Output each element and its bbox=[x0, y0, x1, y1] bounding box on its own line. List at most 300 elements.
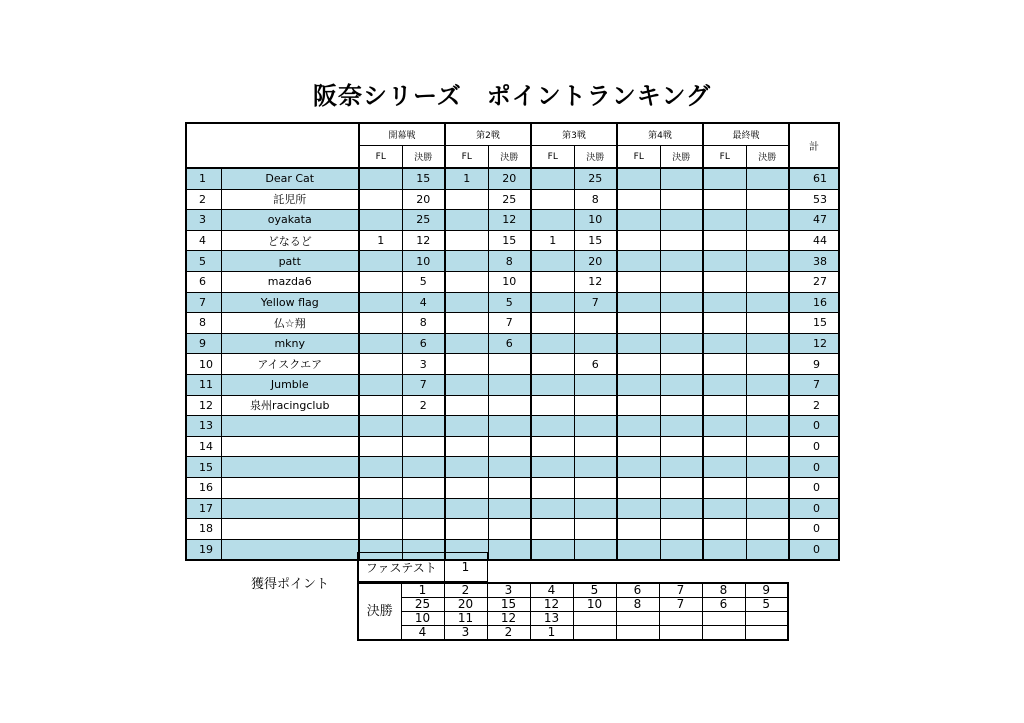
points-cell: 25 bbox=[401, 598, 444, 612]
rank-cell: 7 bbox=[186, 292, 221, 313]
fl-cell bbox=[445, 333, 488, 354]
points-row bbox=[358, 612, 788, 626]
fl-cell bbox=[531, 189, 574, 210]
points-cell bbox=[659, 612, 702, 626]
final-cell: 2 bbox=[402, 395, 445, 416]
final-cell bbox=[488, 519, 531, 540]
final-cell bbox=[746, 457, 789, 478]
fl-cell bbox=[445, 457, 488, 478]
fl-cell bbox=[703, 395, 746, 416]
final-cell bbox=[402, 477, 445, 498]
table-row bbox=[186, 271, 839, 292]
points-cell bbox=[702, 626, 745, 641]
name-cell bbox=[221, 477, 359, 498]
round-header-4: 第4戦 bbox=[617, 123, 703, 146]
fl-cell bbox=[703, 333, 746, 354]
table-row bbox=[186, 354, 839, 375]
fl-header: FL bbox=[359, 146, 402, 169]
total-cell: 61 bbox=[789, 168, 839, 189]
final-cell bbox=[660, 292, 703, 313]
fl-cell bbox=[531, 271, 574, 292]
final-cell: 15 bbox=[488, 230, 531, 251]
final-cell bbox=[746, 354, 789, 375]
final-cell: 12 bbox=[402, 230, 445, 251]
fl-cell bbox=[703, 457, 746, 478]
final-cell: 5 bbox=[402, 271, 445, 292]
total-cell: 7 bbox=[789, 374, 839, 395]
points-cell bbox=[616, 612, 659, 626]
table-row bbox=[186, 395, 839, 416]
final-header: 決勝 bbox=[746, 146, 789, 169]
table-row bbox=[186, 436, 839, 457]
final-cell bbox=[746, 251, 789, 272]
total-cell: 0 bbox=[789, 436, 839, 457]
fl-cell bbox=[617, 168, 660, 189]
points-cell: 5 bbox=[745, 598, 788, 612]
fl-cell bbox=[617, 354, 660, 375]
final-cell bbox=[574, 436, 617, 457]
points-cell: 3 bbox=[444, 626, 487, 641]
fl-cell bbox=[617, 519, 660, 540]
final-header: 決勝 bbox=[660, 146, 703, 169]
fl-cell bbox=[617, 292, 660, 313]
fl-cell bbox=[445, 251, 488, 272]
table-row bbox=[186, 210, 839, 231]
fl-cell bbox=[359, 313, 402, 334]
total-cell: 9 bbox=[789, 354, 839, 375]
final-cell bbox=[746, 333, 789, 354]
fl-cell bbox=[531, 251, 574, 272]
fl-cell bbox=[359, 251, 402, 272]
final-cell: 25 bbox=[488, 189, 531, 210]
name-cell bbox=[221, 498, 359, 519]
fl-cell bbox=[359, 519, 402, 540]
table-row bbox=[186, 292, 839, 313]
points-cell bbox=[616, 626, 659, 641]
total-cell: 15 bbox=[789, 313, 839, 334]
points-cell: 4 bbox=[530, 583, 573, 598]
name-cell bbox=[221, 416, 359, 437]
header-blank bbox=[186, 123, 359, 168]
final-cell bbox=[746, 477, 789, 498]
fl-cell bbox=[617, 498, 660, 519]
final-cell bbox=[746, 498, 789, 519]
name-cell: oyakata bbox=[221, 210, 359, 231]
final-cell bbox=[746, 519, 789, 540]
round-header-2: 第2戦 bbox=[445, 123, 531, 146]
total-cell: 0 bbox=[789, 498, 839, 519]
points-label: 獲得ポイント bbox=[251, 577, 330, 592]
total-cell: 0 bbox=[789, 457, 839, 478]
fl-cell bbox=[445, 395, 488, 416]
fl-cell bbox=[359, 292, 402, 313]
fl-cell bbox=[531, 519, 574, 540]
rank-cell: 4 bbox=[186, 230, 221, 251]
name-cell: Jumble bbox=[221, 374, 359, 395]
points-cell: 13 bbox=[530, 612, 573, 626]
name-cell bbox=[221, 457, 359, 478]
final-cell: 10 bbox=[488, 271, 531, 292]
fl-cell bbox=[703, 416, 746, 437]
table-row bbox=[186, 416, 839, 437]
final-cell: 8 bbox=[488, 251, 531, 272]
final-cell bbox=[574, 519, 617, 540]
final-cell bbox=[746, 271, 789, 292]
final-cell: 10 bbox=[574, 210, 617, 231]
final-cell bbox=[746, 313, 789, 334]
table-row bbox=[186, 457, 839, 478]
round-header-5: 最終戦 bbox=[703, 123, 789, 146]
final-cell: 20 bbox=[488, 168, 531, 189]
fl-cell bbox=[703, 251, 746, 272]
final-cell: 3 bbox=[402, 354, 445, 375]
fl-cell bbox=[359, 168, 402, 189]
final-cell bbox=[402, 416, 445, 437]
points-cell: 2 bbox=[444, 583, 487, 598]
final-cell bbox=[660, 374, 703, 395]
fl-cell bbox=[703, 498, 746, 519]
final-cell bbox=[574, 498, 617, 519]
final-cell: 5 bbox=[488, 292, 531, 313]
total-cell: 27 bbox=[789, 271, 839, 292]
name-cell: mazda6 bbox=[221, 271, 359, 292]
final-cell: 6 bbox=[488, 333, 531, 354]
fl-cell bbox=[445, 354, 488, 375]
fl-cell bbox=[703, 271, 746, 292]
rank-cell: 13 bbox=[186, 416, 221, 437]
points-cell: 1 bbox=[530, 626, 573, 641]
points-row bbox=[358, 598, 788, 612]
final-cell bbox=[488, 374, 531, 395]
round-header-1: 開幕戦 bbox=[359, 123, 445, 146]
fl-cell bbox=[359, 374, 402, 395]
table-row bbox=[186, 313, 839, 334]
fl-cell bbox=[359, 436, 402, 457]
fl-cell bbox=[703, 210, 746, 231]
name-cell bbox=[221, 519, 359, 540]
fl-cell bbox=[703, 168, 746, 189]
final-cell bbox=[574, 457, 617, 478]
final-cell: 8 bbox=[574, 189, 617, 210]
rank-cell: 18 bbox=[186, 519, 221, 540]
fl-cell bbox=[445, 210, 488, 231]
fl-cell bbox=[359, 333, 402, 354]
final-header: 決勝 bbox=[574, 146, 617, 169]
fl-cell bbox=[359, 416, 402, 437]
name-cell: どなるど bbox=[221, 230, 359, 251]
points-cell: 7 bbox=[659, 583, 702, 598]
final-cell bbox=[746, 395, 789, 416]
rank-cell: 5 bbox=[186, 251, 221, 272]
total-cell: 53 bbox=[789, 189, 839, 210]
rank-cell: 11 bbox=[186, 374, 221, 395]
table-row bbox=[186, 498, 839, 519]
points-cell bbox=[702, 612, 745, 626]
final-cell bbox=[488, 416, 531, 437]
fl-cell bbox=[703, 519, 746, 540]
fl-cell bbox=[703, 230, 746, 251]
final-cell bbox=[488, 498, 531, 519]
final-cell bbox=[746, 436, 789, 457]
table-row bbox=[186, 189, 839, 210]
fl-cell bbox=[359, 457, 402, 478]
final-cell bbox=[574, 539, 617, 560]
final-cell bbox=[660, 539, 703, 560]
fl-cell bbox=[531, 168, 574, 189]
fl-cell bbox=[703, 539, 746, 560]
fl-cell bbox=[617, 457, 660, 478]
fl-cell bbox=[445, 230, 488, 251]
fl-cell bbox=[445, 519, 488, 540]
fl-cell bbox=[617, 251, 660, 272]
name-cell: 泉州racingclub bbox=[221, 395, 359, 416]
final-cell bbox=[574, 395, 617, 416]
fl-cell bbox=[531, 498, 574, 519]
points-cell bbox=[573, 626, 616, 641]
final-cell: 7 bbox=[488, 313, 531, 334]
total-cell: 47 bbox=[789, 210, 839, 231]
rank-cell: 3 bbox=[186, 210, 221, 231]
final-cell bbox=[402, 436, 445, 457]
fl-cell bbox=[617, 416, 660, 437]
points-cell: 12 bbox=[487, 612, 530, 626]
final-cell bbox=[574, 416, 617, 437]
points-cell: 7 bbox=[659, 598, 702, 612]
fl-header: FL bbox=[703, 146, 746, 169]
fl-cell bbox=[359, 271, 402, 292]
rank-cell: 9 bbox=[186, 333, 221, 354]
final-cell: 7 bbox=[402, 374, 445, 395]
final-cell bbox=[660, 477, 703, 498]
table-row bbox=[186, 374, 839, 395]
total-cell: 0 bbox=[789, 519, 839, 540]
fl-cell bbox=[617, 189, 660, 210]
final-cell: 20 bbox=[402, 189, 445, 210]
final-cell bbox=[488, 354, 531, 375]
rank-cell: 10 bbox=[186, 354, 221, 375]
fl-cell bbox=[617, 210, 660, 231]
fl-cell bbox=[445, 477, 488, 498]
rank-cell: 6 bbox=[186, 271, 221, 292]
fl-cell bbox=[359, 210, 402, 231]
name-cell: 仏☆翔 bbox=[221, 313, 359, 334]
fl-cell bbox=[617, 313, 660, 334]
points-cell: 4 bbox=[401, 626, 444, 641]
final-cell bbox=[574, 333, 617, 354]
fl-cell bbox=[359, 498, 402, 519]
points-cell bbox=[745, 612, 788, 626]
final-cell bbox=[746, 374, 789, 395]
table-row bbox=[186, 519, 839, 540]
rank-cell: 16 bbox=[186, 477, 221, 498]
points-cell: 10 bbox=[401, 612, 444, 626]
fastest-value: 1 bbox=[444, 553, 487, 582]
final-cell bbox=[746, 292, 789, 313]
fl-cell bbox=[359, 395, 402, 416]
points-cell: 12 bbox=[530, 598, 573, 612]
final-cell bbox=[746, 416, 789, 437]
name-cell: 託児所 bbox=[221, 189, 359, 210]
total-cell: 12 bbox=[789, 333, 839, 354]
points-cell bbox=[659, 626, 702, 641]
rank-cell: 8 bbox=[186, 313, 221, 334]
final-cell bbox=[660, 251, 703, 272]
final-cell bbox=[402, 498, 445, 519]
fl-cell bbox=[359, 189, 402, 210]
total-cell: 0 bbox=[789, 477, 839, 498]
name-cell: mkny bbox=[221, 333, 359, 354]
fl-cell bbox=[617, 333, 660, 354]
final-cell bbox=[660, 313, 703, 334]
final-cell bbox=[660, 271, 703, 292]
final-cell bbox=[660, 333, 703, 354]
total-cell: 2 bbox=[789, 395, 839, 416]
points-cell: 6 bbox=[702, 598, 745, 612]
fl-cell bbox=[531, 436, 574, 457]
fastest-label: ファステスト bbox=[358, 553, 444, 582]
fl-cell bbox=[531, 395, 574, 416]
final-cell bbox=[660, 436, 703, 457]
final-cell bbox=[660, 395, 703, 416]
total-cell: 0 bbox=[789, 539, 839, 560]
fl-cell bbox=[617, 477, 660, 498]
final-cell: 12 bbox=[488, 210, 531, 231]
points-cell: 6 bbox=[616, 583, 659, 598]
final-header: 決勝 bbox=[488, 146, 531, 169]
final-cell: 6 bbox=[402, 333, 445, 354]
table-row bbox=[186, 539, 839, 560]
table-row bbox=[186, 333, 839, 354]
points-row bbox=[358, 583, 788, 598]
fl-cell bbox=[703, 292, 746, 313]
fl-cell bbox=[531, 477, 574, 498]
points-cell: 20 bbox=[444, 598, 487, 612]
fastest-table bbox=[357, 552, 488, 582]
fl-cell bbox=[359, 477, 402, 498]
fl-cell bbox=[531, 457, 574, 478]
final-cell bbox=[660, 210, 703, 231]
final-cell bbox=[746, 539, 789, 560]
round-header-3: 第3戦 bbox=[531, 123, 617, 146]
name-cell: patt bbox=[221, 251, 359, 272]
fl-cell bbox=[531, 292, 574, 313]
fl-cell bbox=[531, 313, 574, 334]
points-cell: 5 bbox=[573, 583, 616, 598]
fl-cell bbox=[703, 436, 746, 457]
fl-cell bbox=[617, 395, 660, 416]
ranking-table bbox=[185, 122, 840, 561]
fl-cell bbox=[445, 313, 488, 334]
points-cell: 9 bbox=[745, 583, 788, 598]
total-cell: 38 bbox=[789, 251, 839, 272]
final-cell: 6 bbox=[574, 354, 617, 375]
fl-cell bbox=[617, 539, 660, 560]
name-cell bbox=[221, 539, 359, 560]
fl-cell bbox=[703, 374, 746, 395]
fl-cell bbox=[703, 354, 746, 375]
fl-cell bbox=[445, 436, 488, 457]
total-cell: 44 bbox=[789, 230, 839, 251]
fl-cell bbox=[531, 354, 574, 375]
fl-cell bbox=[531, 333, 574, 354]
points-cell bbox=[573, 612, 616, 626]
total-cell: 0 bbox=[789, 416, 839, 437]
fl-cell bbox=[445, 374, 488, 395]
fl-cell bbox=[703, 313, 746, 334]
final-cell bbox=[574, 313, 617, 334]
final-cell bbox=[660, 230, 703, 251]
final-cell bbox=[402, 519, 445, 540]
fl-cell bbox=[531, 539, 574, 560]
final-cell bbox=[660, 498, 703, 519]
final-cell: 8 bbox=[402, 313, 445, 334]
points-cell bbox=[745, 626, 788, 641]
final-cell bbox=[574, 374, 617, 395]
fl-cell bbox=[617, 230, 660, 251]
final-cell bbox=[488, 436, 531, 457]
name-cell: Yellow flag bbox=[221, 292, 359, 313]
final-cell bbox=[488, 457, 531, 478]
final-cell bbox=[746, 210, 789, 231]
points-table bbox=[357, 582, 789, 641]
fl-header: FL bbox=[531, 146, 574, 169]
final-cell: 4 bbox=[402, 292, 445, 313]
points-cell: 10 bbox=[573, 598, 616, 612]
fl-cell bbox=[531, 210, 574, 231]
name-cell: アイスクエア bbox=[221, 354, 359, 375]
final-cell bbox=[746, 230, 789, 251]
final-cell: 7 bbox=[574, 292, 617, 313]
rank-cell: 1 bbox=[186, 168, 221, 189]
final-cell: 20 bbox=[574, 251, 617, 272]
rank-cell: 12 bbox=[186, 395, 221, 416]
fl-cell bbox=[445, 189, 488, 210]
table-row bbox=[186, 230, 839, 251]
rank-cell: 2 bbox=[186, 189, 221, 210]
total-header: 計 bbox=[789, 123, 839, 168]
rank-cell: 17 bbox=[186, 498, 221, 519]
fl-cell bbox=[531, 416, 574, 437]
final-cell bbox=[660, 189, 703, 210]
final-cell: 15 bbox=[402, 168, 445, 189]
fl-header: FL bbox=[617, 146, 660, 169]
final-label: 決勝 bbox=[358, 583, 401, 640]
final-cell bbox=[402, 457, 445, 478]
final-cell bbox=[660, 457, 703, 478]
final-cell: 12 bbox=[574, 271, 617, 292]
fl-header: FL bbox=[445, 146, 488, 169]
fl-cell: 1 bbox=[359, 230, 402, 251]
table-row bbox=[186, 477, 839, 498]
fl-cell bbox=[531, 374, 574, 395]
fl-cell bbox=[617, 374, 660, 395]
fl-cell bbox=[445, 271, 488, 292]
total-cell: 16 bbox=[789, 292, 839, 313]
name-cell bbox=[221, 436, 359, 457]
fl-cell bbox=[617, 436, 660, 457]
points-cell: 8 bbox=[702, 583, 745, 598]
fl-cell bbox=[359, 354, 402, 375]
final-cell bbox=[746, 189, 789, 210]
points-cell: 15 bbox=[487, 598, 530, 612]
final-header: 決勝 bbox=[402, 146, 445, 169]
table-row bbox=[186, 168, 839, 189]
points-cell: 3 bbox=[487, 583, 530, 598]
final-cell bbox=[488, 539, 531, 560]
fl-cell bbox=[445, 416, 488, 437]
page-title: 阪奈シリーズ ポイントランキング bbox=[312, 82, 712, 110]
fl-cell bbox=[617, 271, 660, 292]
